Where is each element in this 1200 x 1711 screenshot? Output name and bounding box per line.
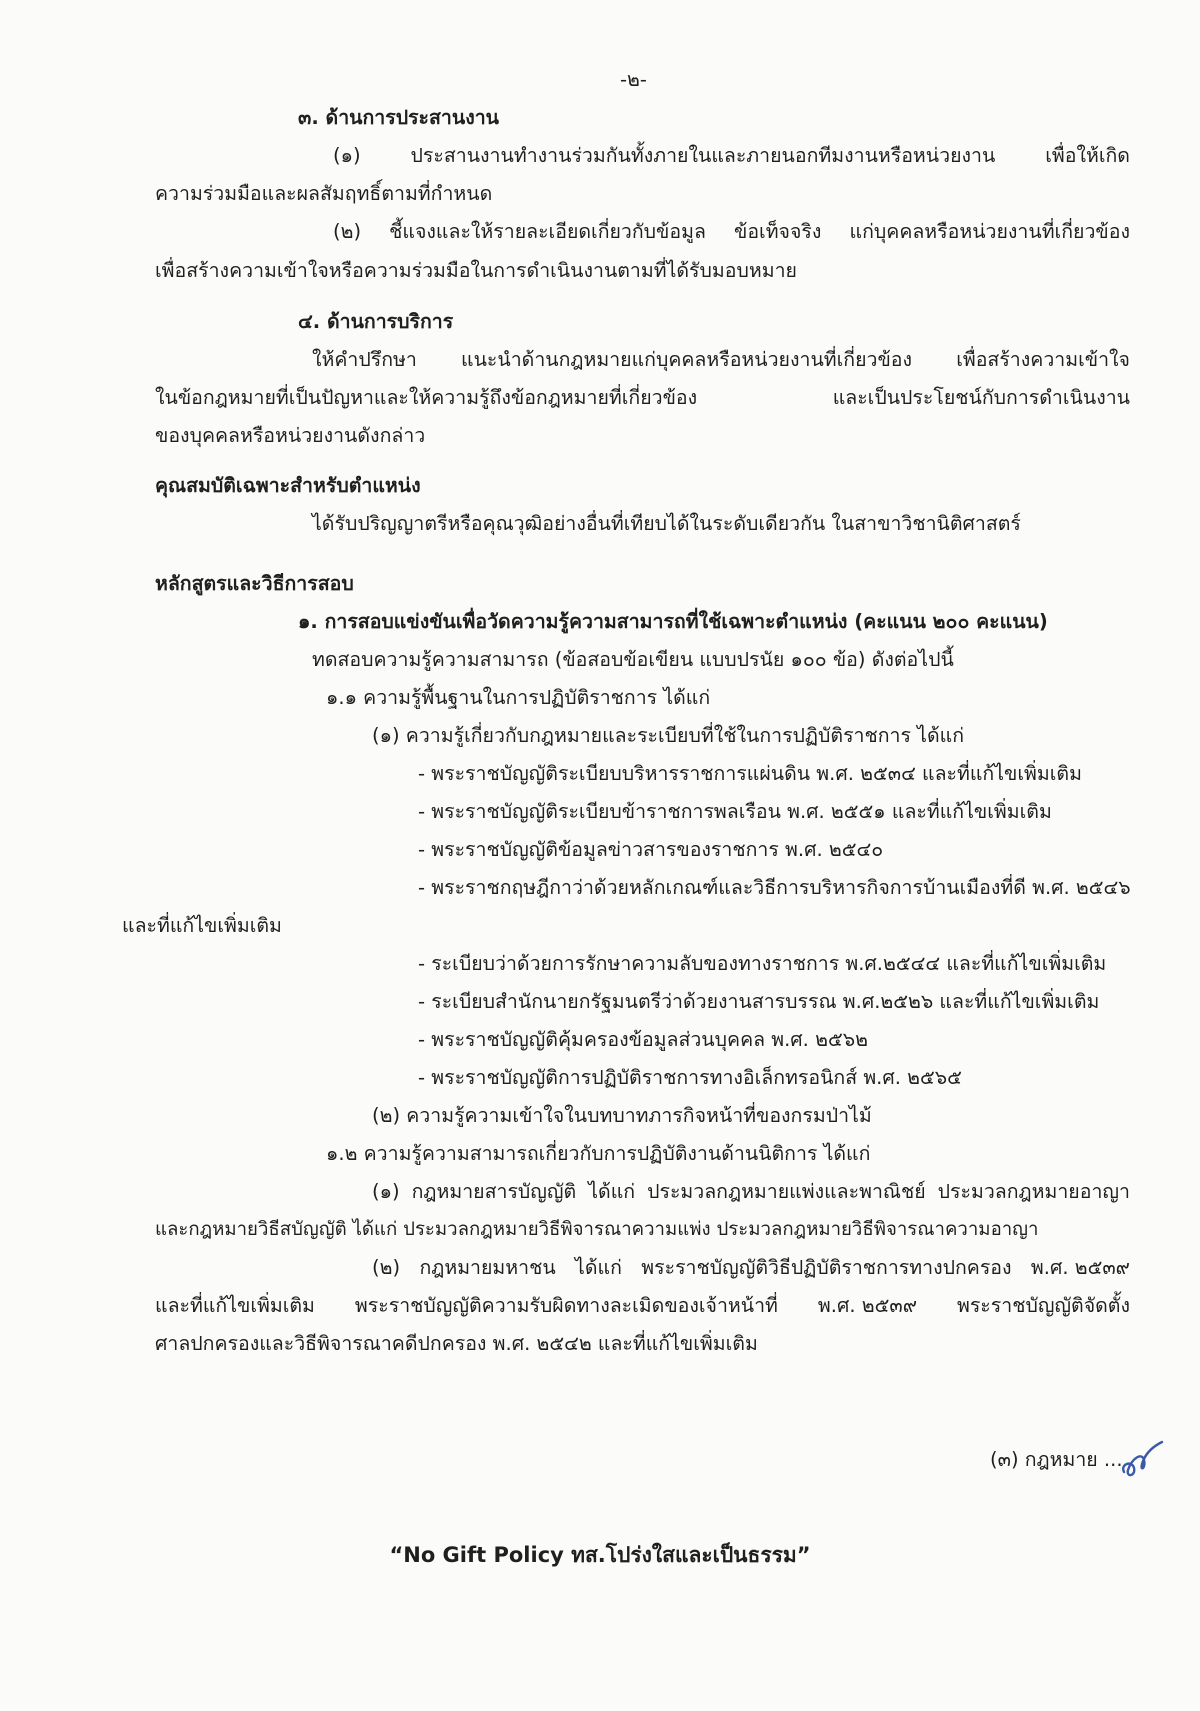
service-line-3: ของบุคคลหรือหน่วยงานดังกล่าว bbox=[155, 424, 426, 447]
law-item: - พระราชบัญญัติคุ้มครองข้อมูลส่วนบุคคล พ.ศ. ๒๕๖๒ bbox=[418, 1028, 868, 1051]
law-item: - ระเบียบว่าด้วยการรักษาความลับของทางราชการ พ.ศ.๒๕๔๔ และที่แก้ไขเพิ่มเติม bbox=[418, 952, 1107, 975]
heading-curriculum: หลักสูตรและวิธีการสอบ bbox=[155, 572, 354, 595]
subsection-1-2-item-2: (๒) กฎหมายมหาชน ได้แก่ พระราชบัญญัติวิธีปฏิบัติราชการทางปกครอง พ.ศ. ๒๕๓๙ bbox=[372, 1256, 1130, 1279]
subsection-1-1-item-1: (๑) ความรู้เกี่ยวกับกฎหมายและระเบียบที่ใช้ในการปฏิบัติราชการ ได้แก่ bbox=[372, 724, 964, 747]
heading-qualification: คุณสมบัติเฉพาะสำหรับตำแหน่ง bbox=[155, 474, 421, 497]
coordination-item-1-cont: ความร่วมมือและผลสัมฤทธิ์ตามที่กำหนด bbox=[155, 182, 493, 205]
exam1-heading: ๑. การสอบแข่งขันเพื่อวัดความรู้ความสามารถที่ใช้เฉพาะตำแหน่ง (คะแนน ๒๐๐ คะแนน) bbox=[298, 610, 1048, 633]
law-item: - พระราชบัญญัติระเบียบบริหารราชการแผ่นดิน พ.ศ. ๒๕๓๔ และที่แก้ไขเพิ่มเติม bbox=[418, 762, 1082, 785]
qualification-text: ได้รับปริญญาตรีหรือคุณวุฒิอย่างอื่นที่เทียบได้ในระดับเดียวกัน ในสาขาวิชานิติศาสตร์ bbox=[312, 512, 1021, 535]
subsection-1-2-item-1: (๑) กฎหมายสารบัญญัติ ได้แก่ ประมวลกฎหมายแพ่งและพาณิชย์ ประมวลกฎหมายอาญา bbox=[372, 1180, 1130, 1203]
service-line-1: ให้คำปรึกษา แนะนำด้านกฎหมายแก่บุคคลหรือหน่วยงานที่เกี่ยวข้อง เพื่อสร้างความเข้าใจ bbox=[312, 348, 1130, 371]
law-item: - พระราชบัญญัติระเบียบข้าราชการพลเรือน พ.ศ. ๒๕๕๑ และที่แก้ไขเพิ่มเติม bbox=[418, 800, 1052, 823]
law-item: - พระราชบัญญัติการปฏิบัติราชการทางอิเล็กทรอนิกส์ พ.ศ. ๒๕๖๕ bbox=[418, 1066, 962, 1089]
coordination-item-1: (๑) ประสานงานทำงานร่วมกันทั้งภายในและภายนอกทีมงานหรือหน่วยงาน เพื่อให้เกิด bbox=[333, 144, 1130, 167]
subsection-1-2-item-2-cont-2: ศาลปกครองและวิธีพิจารณาคดีปกครอง พ.ศ. ๒๕๔๒ และที่แก้ไขเพิ่มเติม bbox=[155, 1332, 758, 1355]
continuation-marker: (๓) กฎหมาย ... bbox=[990, 1448, 1123, 1471]
footer-slogan: “No Gift Policy ทส.โปร่งใสและเป็นธรรม” bbox=[389, 1543, 811, 1567]
subsection-1-1-item-2: (๒) ความรู้ความเข้าใจในบทบาทภารกิจหน้าที่ของกรมป่าไม้ bbox=[372, 1104, 872, 1127]
initials-signature-icon bbox=[1118, 1438, 1168, 1482]
coordination-item-2: (๒) ชี้แจงและให้รายละเอียดเกี่ยวกับข้อมูล ข้อเท็จจริง แก่บุคคลหรือหน่วยงานที่เกี่ยวข้อง bbox=[333, 220, 1130, 243]
page-number: -๒- bbox=[620, 68, 647, 91]
heading-service: ๔. ด้านการบริการ bbox=[298, 310, 454, 333]
coordination-item-2-cont: เพื่อสร้างความเข้าใจหรือความร่วมมือในการดำเนินงานตามที่ได้รับมอบหมาย bbox=[155, 259, 797, 282]
law-item-cont: และที่แก้ไขเพิ่มเติม bbox=[122, 914, 282, 937]
exam1-intro: ทดสอบความรู้ความสามารถ (ข้อสอบข้อเขียน แบบปรนัย ๑๐๐ ข้อ) ดังต่อไปนี้ bbox=[312, 648, 954, 671]
subsection-1-2-item-1-cont: และกฎหมายวิธีสบัญญัติ ได้แก่ ประมวลกฎหมายวิธีพิจารณาความแพ่ง ประมวลกฎหมายวิธีพิจารณาความอาญา bbox=[155, 1219, 1039, 1240]
subsection-1-2: ๑.๒ ความรู้ความสามารถเกี่ยวกับการปฏิบัติงานด้านนิติการ ได้แก่ bbox=[326, 1142, 871, 1165]
service-line-2: ในข้อกฎหมายที่เป็นปัญหาและให้ความรู้ถึงข้อกฎหมายที่เกี่ยวข้อง และเป็นประโยชน์กับการดำเนินงาน bbox=[155, 386, 1130, 409]
subsection-1-1: ๑.๑ ความรู้พื้นฐานในการปฏิบัติราชการ ได้แก่ bbox=[326, 686, 711, 709]
heading-coordination: ๓. ด้านการประสานงาน bbox=[298, 106, 500, 129]
law-item: - ระเบียบสำนักนายกรัฐมนตรีว่าด้วยงานสารบรรณ พ.ศ.๒๕๒๖ และที่แก้ไขเพิ่มเติม bbox=[418, 990, 1100, 1013]
subsection-1-2-item-2-cont: และที่แก้ไขเพิ่มเติม พระราชบัญญัติความรับผิดทางละเมิดของเจ้าหน้าที่ พ.ศ. ๒๕๓๙ พระราชบัญญัติจัดตั้ง bbox=[155, 1294, 1130, 1317]
law-item: - พระราชกฤษฎีกาว่าด้วยหลักเกณฑ์และวิธีการบริหารกิจการบ้านเมืองที่ดี พ.ศ. ๒๕๔๖ bbox=[418, 876, 1131, 899]
law-item: - พระราชบัญญัติข้อมูลข่าวสารของราชการ พ.ศ. ๒๕๔๐ bbox=[418, 838, 884, 861]
